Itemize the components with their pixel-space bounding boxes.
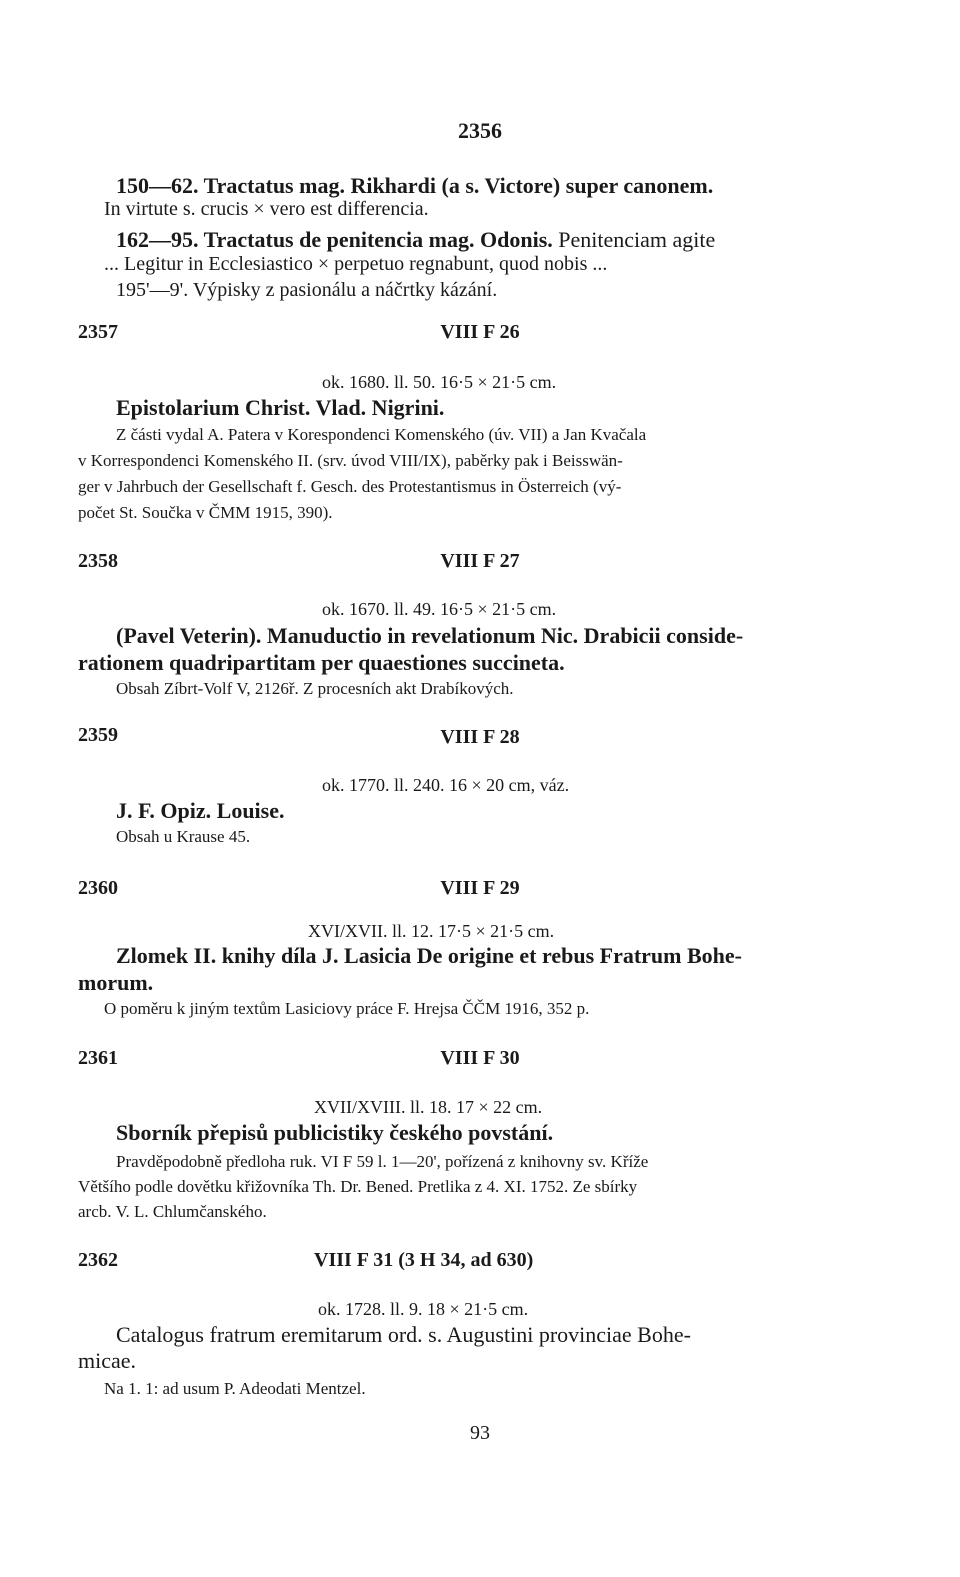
continuation-line-3 [116,229,715,251]
entry-note-line: Většího podle dovětku křižovníka Th. Dr. Bened. Pretlika z 4. XI. 1752. Ze sbírky [78,1177,638,1196]
entry-title-line: (Pavel Veterin). Manuductio in revelationum Nic. Drabicii conside- [116,623,744,648]
page-number-footer: 93 [470,1422,490,1444]
entry-note-line: v Korrespondenci Komenského II. (srv. úvod VIII/IX), paběrky pak i Beisswän- [78,451,623,470]
entry-number: 2362 [78,1249,118,1271]
entry-note-line: Obsah u Krause 45. [116,827,251,846]
entry-note-line: Obsah Zíbrt-Volf V, 2126ř. Z procesních akt Drabíkových. [116,679,514,698]
entry-note-line: Na 1. 1: ad usum P. Adeodati Mentzel. [104,1379,366,1398]
entry-number: 2357 [78,321,118,343]
entry-physical-description: ok. 1728. ll. 9. 18 × 21·5 cm. [318,1299,529,1319]
entry-note-line: O poměru k jiným textům Lasiciovy práce F. Hrejsa ČČM 1916, 352 p. [104,999,590,1018]
entry-title-line: micae. [78,1348,137,1373]
entry-title-line: Zlomek II. knihy díla J. Lasicia De origine et rebus Fratrum Bohe- [116,943,742,968]
entry-note-line: arcb. V. L. Chlumčanského. [78,1202,267,1221]
entry-number: 2361 [78,1047,118,1069]
continuation-line-1 [116,175,713,197]
entry-signature: VIII F 28 [440,726,520,748]
entry-title-line: Sborník přepisů publicistiky českého povstání. [116,1120,554,1145]
entry-note-line: počet St. Součka v ČMM 1915, 390). [78,503,333,522]
continuation-line-4: ... Legitur in Ecclesiastico × perpetuo regnabunt, quod nobis ... [104,253,608,275]
entry-physical-description: XVI/XVII. ll. 12. 17·5 × 21·5 cm. [308,921,555,941]
entry-signature: VIII F 29 [440,877,520,899]
entry-title-line: J. F. Opiz. Louise. [116,798,285,823]
entry-note-line: Z části vydal A. Patera v Korespondenci Komenského (úv. VII) a Jan Kvačala [116,425,647,444]
entry-signature: VIII F 26 [440,321,520,343]
entry-title-line: Epistolarium Christ. Vlad. Nigrini. [116,395,445,420]
entry-number: 2359 [78,724,118,746]
entry-physical-description: ok. 1670. ll. 49. 16·5 × 21·5 cm. [322,599,557,619]
entry-number: 2358 [78,550,118,572]
entry-title-line: rationem quadripartitam per quaestiones succineta. [78,650,565,675]
entry-physical-description: ok. 1770. ll. 240. 16 × 20 cm, váz. [322,775,570,795]
continuation-line-2: In virtute s. crucis × vero est differencia. [104,198,429,220]
continuation-subheading: 162—95. Tractatus de penitencia mag. Odonis. [116,227,553,252]
entry-note-line: Pravděpodobně předloha ruk. VI F 59 l. 1—20', pořízená z knihovny sv. Kříže [116,1152,649,1171]
entry-signature: VIII F 27 [440,550,520,572]
continuation-line-5: 195'—9'. Výpisky z pasionálu a náčrtky kázání. [116,279,498,301]
entry-title-line: Catalogus fratrum eremitarum ord. s. Augustini provinciae Bohe- [116,1322,691,1347]
entry-title-line: morum. [78,970,154,995]
continuation-incipit: Penitenciam agite [552,227,716,252]
continuation-heading: 150—62. Tractatus mag. Rikhardi (a s. Victore) super canonem. [116,173,714,198]
page-number-header: 2356 [458,118,502,143]
entry-physical-description: ok. 1680. ll. 50. 16·5 × 21·5 cm. [322,372,557,392]
entry-signature: VIII F 31 (3 H 34, ad 630) [314,1249,534,1271]
entry-signature: VIII F 30 [440,1047,520,1069]
entry-physical-description: XVII/XVIII. ll. 18. 17 × 22 cm. [314,1097,543,1117]
entry-note-line: ger v Jahrbuch der Gesellschaft f. Gesch. des Protestantismus in Österreich (vý- [78,477,622,496]
entry-number: 2360 [78,877,118,899]
